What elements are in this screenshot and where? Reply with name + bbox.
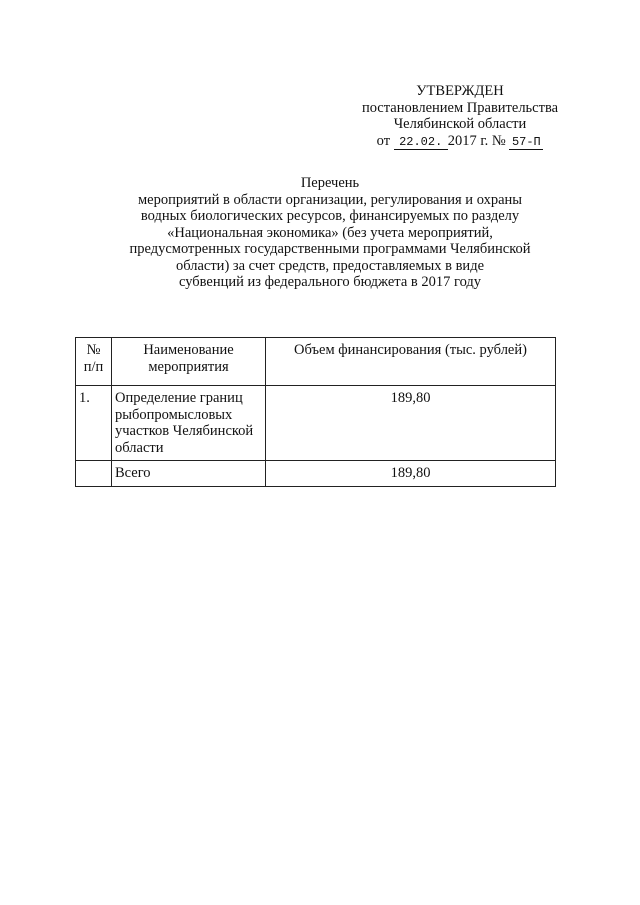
row-number: 1. bbox=[76, 386, 112, 461]
approval-region: Челябинской области bbox=[393, 116, 527, 132]
approval-authority: постановлением Правительства bbox=[361, 99, 559, 116]
approval-block bbox=[340, 83, 580, 150]
from-label: от bbox=[376, 132, 391, 149]
title-line: «Национальная экономика» (без учета мероприятий, bbox=[167, 224, 493, 241]
header-number: № п/п bbox=[76, 338, 112, 386]
header-name: Наименование мероприятия bbox=[112, 338, 266, 386]
total-label: Всего bbox=[112, 461, 266, 487]
title-line: предусмотренных государственными программами Челябинской bbox=[129, 241, 531, 257]
document-title bbox=[90, 175, 570, 291]
approval-date-line bbox=[340, 133, 580, 150]
approval-date: 22.02. bbox=[394, 136, 448, 150]
approval-heading: УТВЕРЖДЕН bbox=[416, 83, 504, 99]
table-row bbox=[76, 386, 556, 461]
approval-year: 2017 г. № bbox=[447, 132, 506, 149]
total-number bbox=[76, 461, 112, 487]
row-amount: 189,80 bbox=[266, 386, 556, 461]
title-line: области) за счет средств, предоставляемых в виде bbox=[175, 257, 485, 274]
funding-table bbox=[75, 337, 556, 487]
header-amount: Объем финансирования (тыс. рублей) bbox=[266, 338, 556, 386]
title-line: субвенций из федерального бюджета в 2017 году bbox=[178, 274, 482, 290]
table-header bbox=[76, 338, 556, 386]
title-line: мероприятий в области организации, регулирования и охраны bbox=[137, 191, 523, 208]
total-amount: 189,80 bbox=[266, 461, 556, 487]
total-row bbox=[76, 461, 556, 487]
title-heading: Перечень bbox=[300, 175, 360, 191]
row-name: Определение границ рыбопромысловых участков Челябинской области bbox=[112, 386, 266, 461]
approval-number: 57-П bbox=[509, 136, 543, 150]
title-line: водных биологических ресурсов, финансируемых по разделу bbox=[140, 208, 520, 224]
